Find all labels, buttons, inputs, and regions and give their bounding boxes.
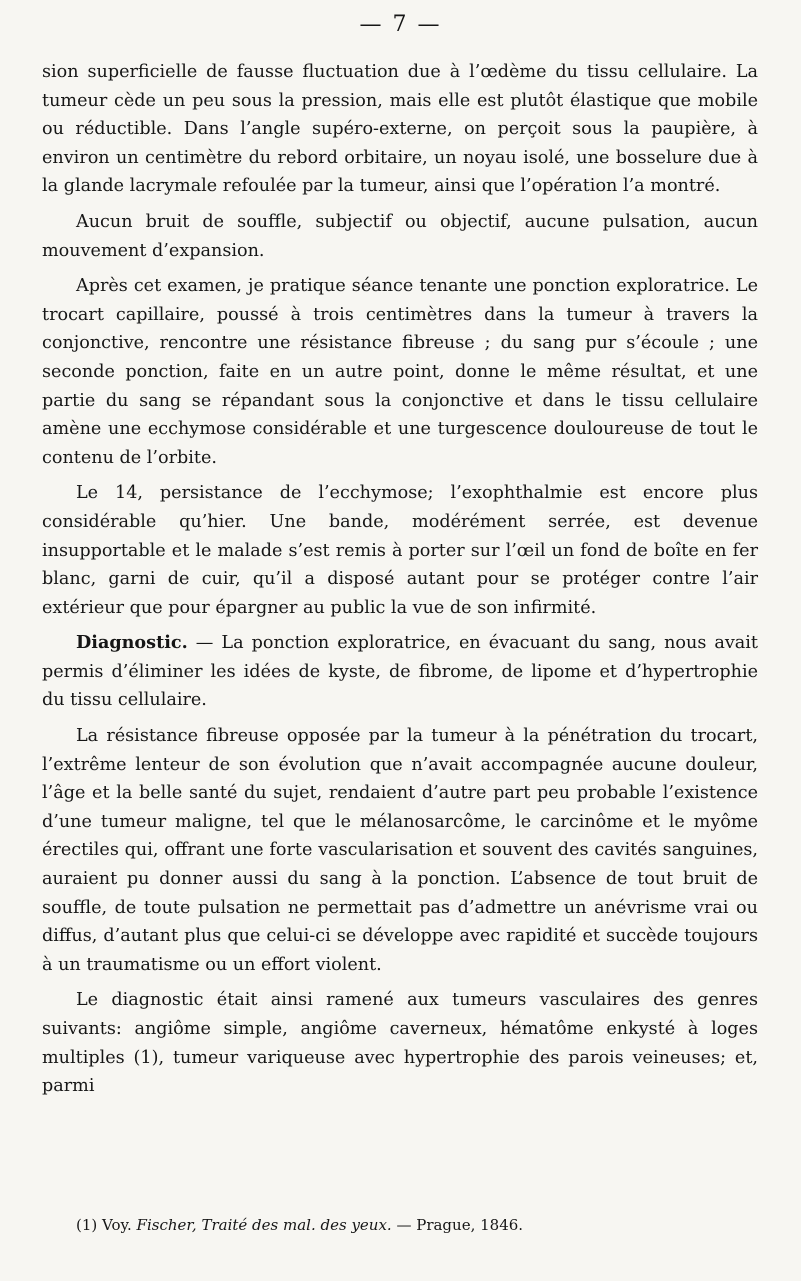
- diagnostic-paragraph: [42, 629, 758, 715]
- paragraph-1: sion superficielle de fausse fluctuation due à l’œdème du tissu cellulaire. La tumeur cède un peu sous la pression, mais elle est plutôt élastique que mobile ou réductible. Dans l’angle supéro-externe, on perçoit sous la paupière, à environ un centimètre du rebord orbitaire, un noyau isolé, une bosselure due à la glande lacrymale refoulée par la tumeur, ainsi que l’opération l’a montré.: [42, 62, 758, 197]
- footnote-marker: (1) Voy.: [76, 1216, 132, 1234]
- paragraph-3: Après cet examen, je pratique séance tenante une ponction exploratrice. Le trocart capillaire, poussé à trois centimètres dans la tumeur à travers la conjonctive, rencontre une résistance fibreuse ; du sang pur s’écoule ; une seconde ponction, faite en un autre point, donne le même résultat, et une partie du sang se répandant sous la conjonctive et dans le tissu cellulaire amène une ecchymose considérable et une turgescence douloureuse de tout le contenu de l’orbite.: [42, 276, 758, 468]
- footnote-title: Traité des mal. des yeux.: [201, 1216, 392, 1234]
- paragraph-2: Aucun bruit de souffle, subjectif ou objectif, aucune pulsation, aucun mouvement d’expansion.: [42, 211, 758, 261]
- paragraph-4: Le 14, persistance de l’ecchymose; l’exophthalmie est encore plus considérable qu’hier. Une bande, modérément serrée, est devenue insupportable et le malade s’est remis à porter sur l’œil un fond de boîte en fer blanc, garni de cuir, qu’il a disposé autant pour se protéger contre l’air extérieur que pour épargner au public la vue de son infirmité.: [42, 483, 758, 618]
- footnote-author: Fischer,: [136, 1216, 197, 1234]
- paragraph-6: La résistance fibreuse opposée par la tumeur à la pénétration du trocart, l’extrême lenteur de son évolution que n’avait accompagnée aucune douleur, l’âge et la belle santé du sujet, rendaient d’autre part peu probable l’existence d’une tumeur maligne, tel que le mélanosarcôme, le carcinôme et le myôme érectiles qui, offrant une forte vascularisation et souvent des cavités sanguines, auraient pu donner aussi du sang à la ponction. L’absence de tout bruit de souffle, de toute pulsation ne permettait pas d’admettre un anévrisme vrai ou diffus, d’autant plus que celui-ci se développe avec rapidité et succède toujours à un traumatisme ou un effort violent.: [42, 726, 758, 975]
- diagnostic-text: — La ponction exploratrice, en évacuant du sang, nous avait permis d’éliminer les idées de kyste, de fibrome, de lipome et d’hypertrophie du tissu cellulaire.: [42, 633, 758, 711]
- diagnostic-heading: Diagnostic.: [76, 632, 188, 654]
- paragraph-7: Le diagnostic était ainsi ramené aux tumeurs vasculaires des genres suivants: angiôme simple, angiôme caverneux, hématôme enkysté à loges multiples (1), tumeur variqueuse avec hypertrophie des parois veineuses; et, parmi: [42, 990, 758, 1097]
- footnote-rest: — Prague, 1846.: [391, 1216, 524, 1234]
- page-number: — 7 —: [359, 12, 442, 37]
- body-text: [42, 58, 758, 1108]
- footnote: [76, 1216, 756, 1234]
